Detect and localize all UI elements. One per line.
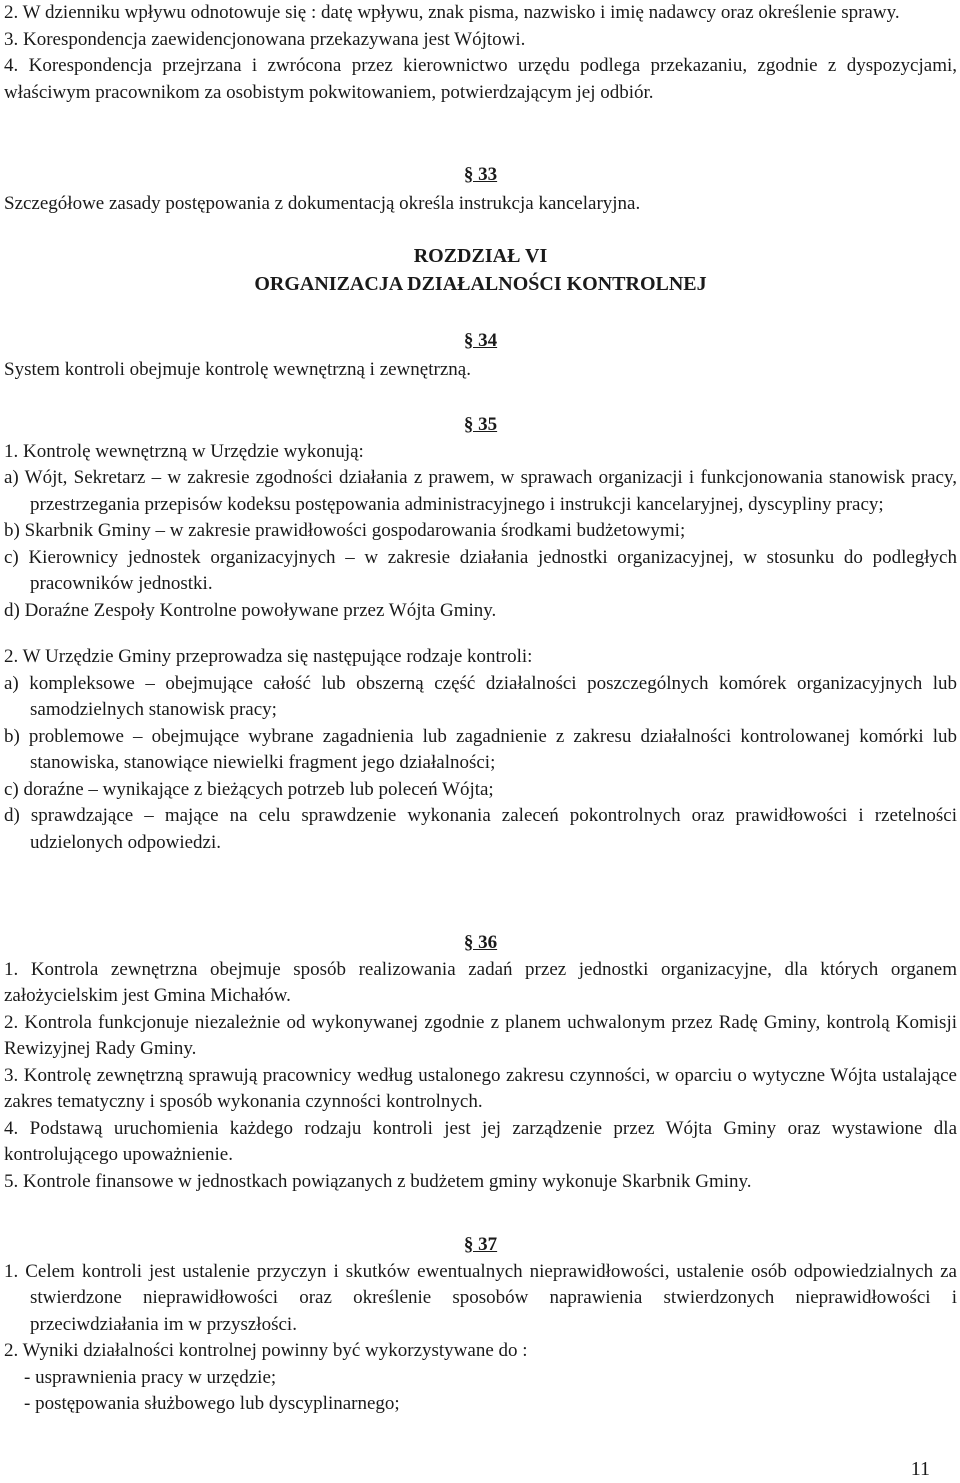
section-34-text: System kontroli obejmuje kontrolę wewnętrzną i zewnętrzną. bbox=[4, 358, 471, 380]
section-33-heading: § 33 bbox=[463, 164, 498, 185]
section-37-list-item-1: - usprawnienia pracy w urzędzie; bbox=[24, 1366, 277, 1388]
section-37-heading: § 37 bbox=[463, 1234, 498, 1255]
section-35-type-a: a) kompleksowe – obejmujące całość lub obszerną część działalności poszczególnych komórek organizacyjnych lub samodzielnych stanowisk pracy; bbox=[4, 672, 957, 720]
section-35-type-d: d) sprawdzające – mające na celu sprawdzenie wykonania zaleceń pokontrolnych oraz prawidłowości i rzetelności udzielonych odpowiedzi. bbox=[4, 805, 957, 853]
chapter-heading bbox=[4, 242, 957, 298]
section-37 bbox=[4, 1232, 957, 1418]
section-37-para-2: 2. Wyniki działalności kontrolnej powinny być wykorzystywane do : bbox=[4, 1340, 528, 1361]
page-number: 11 bbox=[910, 1458, 930, 1480]
chapter-title: ORGANIZACJA DZIAŁALNOŚCI KONTROLNEJ bbox=[254, 273, 707, 295]
item-3: 3. Korespondencja zaewidencjonowana przekazywana jest Wójtowi. bbox=[4, 28, 526, 50]
section-35-item-c: c) Kierownicy jednostek organizacyjnych – w zakresie działania jednostki organizacyjnej, w stosunku do podległych pracowników jednostki. bbox=[4, 546, 957, 594]
section-35-type-b: b) problemowe – obejmujące wybrane zagadnienia lub zagadnienie z zakresu działalności kontrolowanej komórki lub stanowiska, stanowiące niewielki fragment jego działalności; bbox=[4, 725, 957, 773]
section-36-para-4: 4. Podstawą uruchomienia każdego rodzaju kontroli jest jej zarządzenie przez Wójta Gminy oraz wystawione dla kontrolującego upoważnienie. bbox=[4, 1117, 957, 1165]
section-36-para-5: 5. Kontrole finansowe w jednostkach powiązanych z budżetem gminy wykonuje Skarbnik Gminy. bbox=[4, 1170, 752, 1192]
section-35-para-2: 2. W Urzędzie Gminy przeprowadza się następujące rodzaje kontroli: bbox=[4, 646, 533, 667]
section-36-heading: § 36 bbox=[463, 932, 498, 953]
section-35-para-1: 1. Kontrolę wewnętrzną w Urzędzie wykonują: bbox=[4, 440, 364, 462]
item-2: 2. W dzienniku wpływu odnotowuje się : datę wpływu, znak pisma, nazwisko i imię nadawcy oraz określenie sprawy. bbox=[4, 2, 900, 23]
section-34 bbox=[4, 328, 957, 383]
section-37-list-item-2: - postępowania służbowego lub dyscyplinarnego; bbox=[24, 1393, 400, 1414]
section-35-item-a: a) Wójt, Sekretarz – w zakresie zgodności działania z prawem, w sprawach organizacji i funkcjonowania stanowisk pracy, przestrzegania przepisów kodeksu postępowania administracyjnego i instrukcji kancelaryjnej, dyscypliny pracy; bbox=[4, 467, 957, 515]
section-35-type-c: c) doraźne – wynikające z bieżących potrzeb lub poleceń Wójta; bbox=[4, 778, 494, 800]
section-35-item-d: d) Doraźne Zespoły Kontrolne powoływane przez Wójta Gminy. bbox=[4, 599, 497, 621]
section-35 bbox=[4, 412, 957, 856]
section-35-item-b: b) Skarbnik Gminy – w zakresie prawidłowości gospodarowania środkami budżetowymi; bbox=[4, 520, 686, 541]
intro-items bbox=[4, 0, 957, 106]
section-36-para-1: 1. Kontrola zewnętrzna obejmuje sposób realizowania zadań przez jednostki organizacyjne, dla których organem założycielskim jest Gmina Michałów. bbox=[4, 958, 957, 1006]
item-4: 4. Korespondencja przejrzana i zwrócona przez kierownictwo urzędu podlega przekazaniu, zgodnie z dyspozycjami, właściwym pracownikom za osobistym pokwitowaniem, potwierdzającym jej odbiór. bbox=[4, 55, 957, 103]
section-33-text: Szczegółowe zasady postępowania z dokumentacją określa instrukcja kancelaryjna. bbox=[4, 192, 641, 214]
section-34-heading: § 34 bbox=[463, 330, 498, 351]
section-36 bbox=[4, 930, 957, 1195]
section-33 bbox=[4, 162, 957, 217]
section-36-para-2: 2. Kontrola funkcjonuje niezależnie od wykonywanej zgodnie z planem uchwalonym przez Radę Gminy, kontrolą Komisji Rewizyjnej Rady Gminy. bbox=[4, 1011, 957, 1059]
chapter-number: ROZDZIAŁ VI bbox=[413, 245, 548, 267]
section-36-para-3: 3. Kontrolę zewnętrzną sprawują pracownicy według ustalonego zakresu czynności, w oparciu o wytyczne Wójta ustalające zakres tematyczny i sposób wykonania czynności kontrolnych. bbox=[4, 1064, 957, 1112]
section-35-heading: § 35 bbox=[463, 414, 498, 435]
section-37-para-1: 1. Celem kontroli jest ustalenie przyczyn i skutków ewentualnych nieprawidłowości, ustalenie osób odpowiedzialnych za stwierdzone nieprawidłowości oraz określenie sposobów naprawienia stwierdzonych nieprawidłowości i przeciwdziałania im w przyszłości. bbox=[4, 1260, 957, 1335]
